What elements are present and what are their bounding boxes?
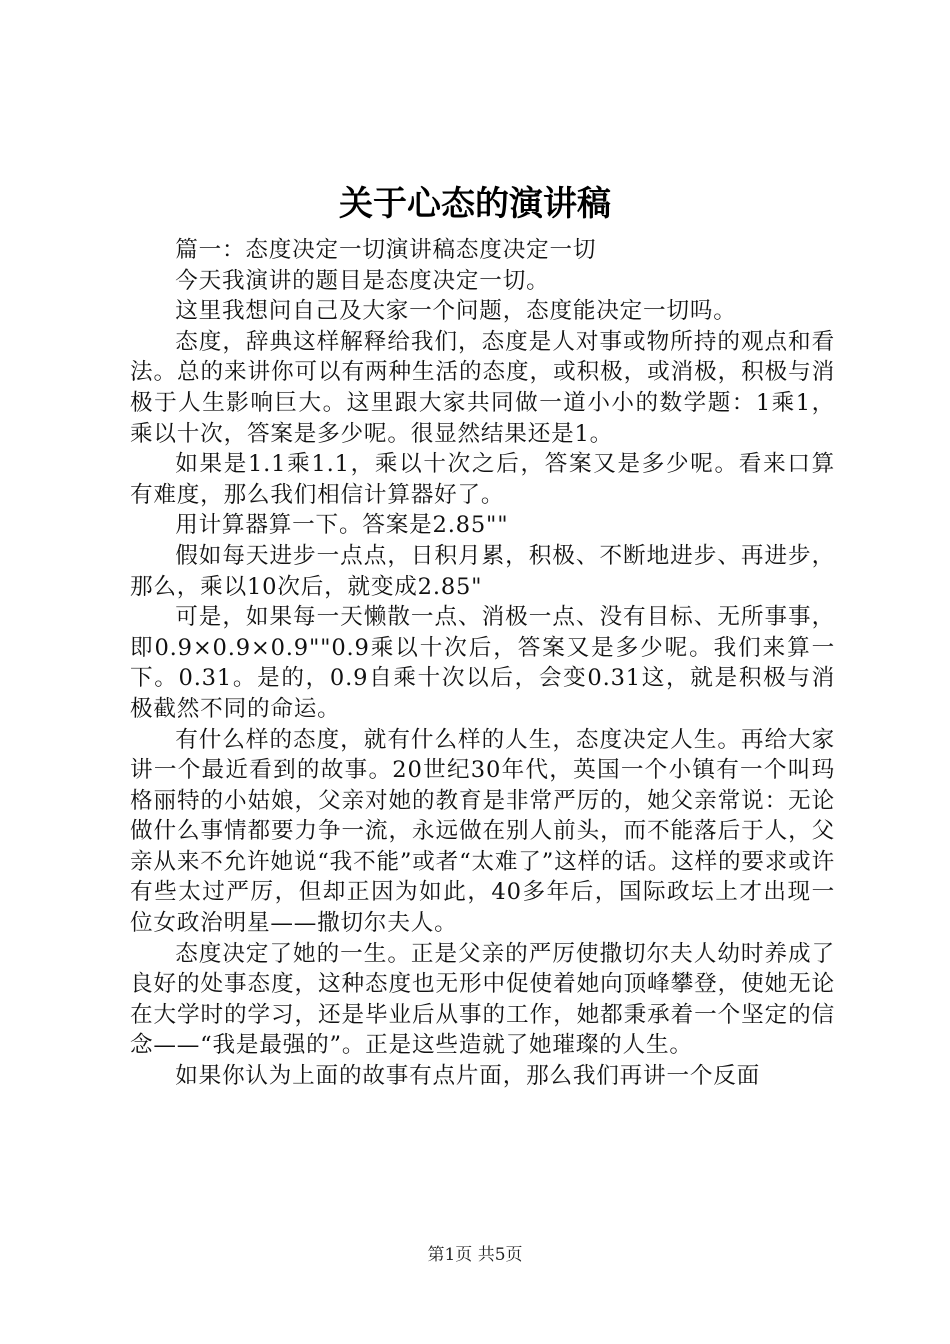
paragraph: 篇一：态度决定一切演讲稿态度决定一切 <box>175 237 597 263</box>
paragraph: 如果是1.1乘1.1，乘以十次之后，答案又是多少呢。看来口算有难度，那么我们相信计算器好了。 <box>130 451 835 508</box>
paragraph: 这里我想问自己及大家一个问题，态度能决定一切吗。 <box>175 298 737 325</box>
page-number-footer: 第1页 共5页 <box>427 1245 523 1265</box>
paragraph: 态度决定了她的一生。正是父亲的严厉使撒切尔夫人幼时养成了良好的处事态度，这种态度也无形中促使着她向顶峰攀登，使她无论在大学时的学习，还是毕业后从事的工作，她都秉承着一个坚定的信念——“我是最强的”。正是这些造就了她璀璨的人生。 <box>130 940 835 1059</box>
paragraph: 用计算器算一下。答案是2.85"" <box>175 512 509 539</box>
paragraph: 今天我演讲的题目是态度决定一切。 <box>175 267 550 294</box>
paragraph: 如果你认为上面的故事有点片面，那么我们再讲一个反面 <box>175 1063 761 1090</box>
paragraph: 可是，如果每一天懒散一点、消极一点、没有目标、无所事事，即0.9×0.9×0.9""0.9乘以十次后，答案又是多少呢。我们来算一下。0.31。是的，0.9自乘十次以后，会变0.31这，就是积极与消极截然不同的命运。 <box>130 604 835 722</box>
document-title: 关于心态的演讲稿 <box>339 184 611 224</box>
paragraph: 有什么样的态度，就有什么样的人生，态度决定人生。再给大家讲一个最近看到的故事。20世纪30年代，英国一个小镇有一个叫玛格丽特的小姑娘，父亲对她的教育是非常严厉的，她父亲常说：无论做什么事情都要力争一流，永远做在别人前头，而不能落后于人，父亲从来不允许她说“我不能”或者“太难了”这样的话。这样的要求或许有些太过严厉，但却正因为如此，40多年后，国际政坛上才出现一位女政治明星——撒切尔夫人。 <box>130 726 835 937</box>
paragraph: 态度，辞典这样解释给我们，态度是人对事或物所持的观点和看法。总的来讲你可以有两种生活的态度，或积极，或消极，积极与消极于人生影响巨大。这里跟大家共同做一道小小的数学题：1乘1，乘以十次，答案是多少呢。很显然结果还是1。 <box>130 328 835 447</box>
paragraph: 假如每天进步一点点，日积月累，积极、不断地进步、再进步，那么，乘以10次后，就变成2.85" <box>130 542 835 600</box>
document-body <box>130 235 835 1092</box>
